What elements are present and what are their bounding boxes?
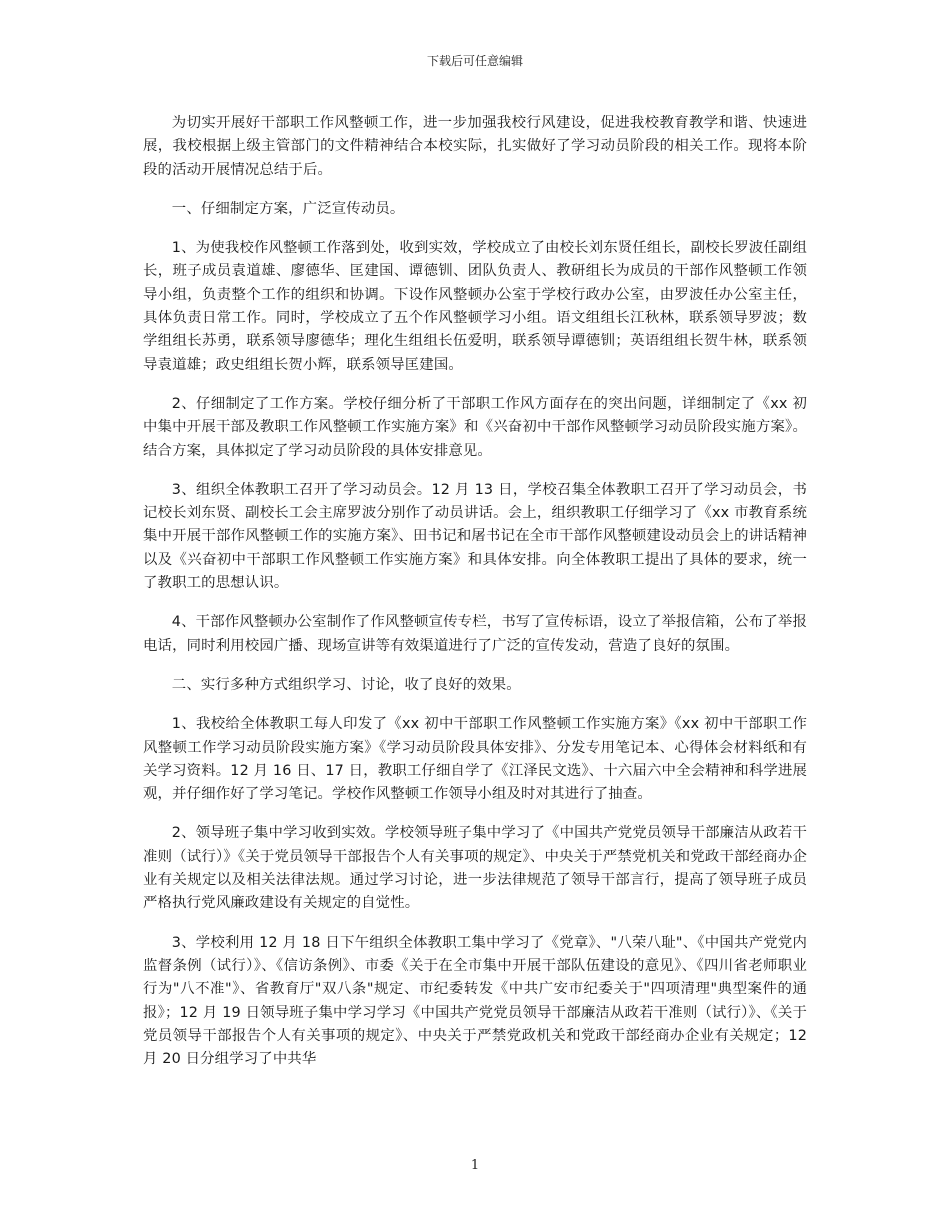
section-1-item-2: 2、仔细制定了工作方案。学校仔细分析了干部职工作风方面存在的突出问题，详细制定了《xx 初中集中开展干部及教职工作风整顿工作实施方案》和《兴奋初中干部作风整顿学习动员阶段实施方案》。结合方案，具体拟定了学习动员阶段的具体安排意见。	[143, 395, 807, 459]
section-1-item-4: 4、干部作风整顿办公室制作了作风整顿宣传专栏，书写了宣传标语，设立了举报信箱，公布了举报电话，同时利用校园广播、现场宣讲等有效渠道进行了广泛的宣传发动，营造了良好的氛围。	[143, 614, 807, 654]
section-2-item-1: 1、我校给全体教职工每人印发了《xx 初中干部职工作风整顿工作实施方案》《xx 初中干部职工作风整顿工作学习动员阶段实施方案》《学习动员阶段具体安排》、分发专用笔记本、心得体会材料纸和有关学习资料。12 月 16 日、17 日，教职工仔细自学了《江泽民文选》、十六届六中全会精神和科学进展观，并仔细作好了学习笔记。学校作风整顿工作领导小组及时对其进行了抽查。	[143, 716, 807, 803]
section-heading-1: 一、仔细制定方案，广泛宣传动员。	[171, 200, 405, 217]
section-heading-2: 二、实行多种方式组织学习、讨论，收了良好的效果。	[171, 676, 521, 693]
page-header: 下载后可任意编辑	[426, 54, 523, 68]
page-number: 1	[470, 1158, 480, 1173]
document-body	[143, 112, 807, 1087]
intro-paragraph: 为切实开展好干部职工作风整顿工作，进一步加强我校行风建设，促进我校教育教学和谐、快速进展，我校根据上级主管部门的文件精神结合本校实际，扎实做好了学习动员阶段的相关工作。现将本阶段的活动开展情况总结于后。	[143, 115, 807, 178]
section-2-item-3: 3、学校利用 12 月 18 日下午组织全体教职工集中学习了《党章》、"八荣八耻"、《中国共产党党内监督条例（试行）》、《信访条例》、市委《关于在全市集中开展干部队伍建设的意见》、《四川省老师职业行为"八不准"》、省教育厅"双八条"规定、市纪委转发《中共广安市纪委关于"四项清理"典型案件的通报》；12 月 19 日领导班子集中学习学习《中国共产党党员领导干部廉洁从政若干准则（试行）》、《关于党员领导干部报告个人有关事项的规定》、中央关于严禁党政机关和党政干部经商办企业有关规定；12 月 20 日分组学习了中共华	[143, 934, 807, 1068]
section-1-item-1: 1、为使我校作风整顿工作落到处，收到实效，学校成立了由校长刘东贤任组长，副校长罗波任副组长，班子成员袁道雄、廖德华、匡建国、谭德钏、团队负责人、教研组长为成员的干部作风整顿工作领导小组，负责整个工作的组织和协调。下设作风整顿办公室于学校行政办公室，由罗波任办公室主任，具体负责日常工作。同时，学校成立了五个作风整顿学习小组。语文组组长江秋林，联系领导罗波；数学组组长苏勇，联系领导廖德华；理化生组组长伍爱明，联系领导谭德钏；英语组组长贺牛林，联系领导袁道雄；政史组组长贺小辉，联系领导匡建国。	[143, 240, 807, 373]
section-2-item-2: 2、领导班子集中学习收到实效。学校领导班子集中学习了《中国共产党党员领导干部廉洁从政若干准则（试行）》《关于党员领导干部报告个人有关事项的规定》、中央关于严禁党机关和党政干部经商办企业有关规定以及相关法律法规。通过学习讨论，进一步法律规范了领导干部言行，提高了领导班子成员严格执行党风廉政建设有关规定的自觉性。	[143, 825, 807, 912]
section-1-item-3: 3、组织全体教职工召开了学习动员会。12 月 13 日，学校召集全体教职工召开了学习动员会，书记校长刘东贤、副校长工会主席罗波分别作了动员讲话。会上，组织教职工仔细学习了《xx 市教育系统集中开展干部作风整顿工作的实施方案》、田书记和屠书记在全市干部作风整顿建设动员会上的讲话精神以及《兴奋初中干部职工作风整顿工作实施方案》和具体安排。向全体教职工提出了具体的要求，统一了教职工的思想认识。	[143, 481, 807, 592]
